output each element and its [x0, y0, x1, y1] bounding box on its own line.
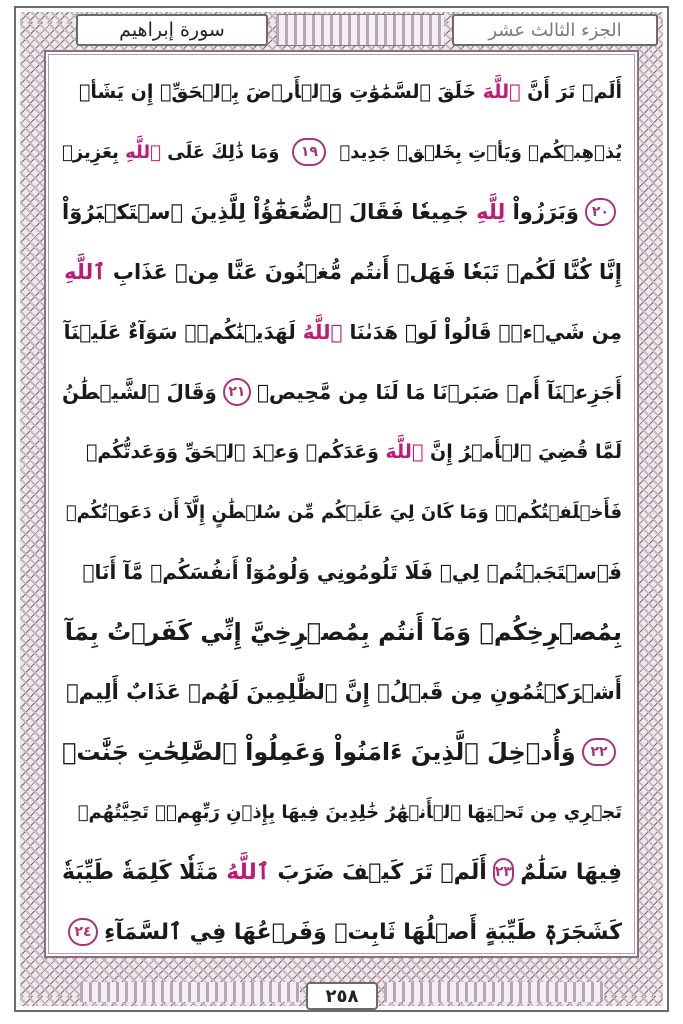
line-text: تَجۡرِي مِن تَحۡتِهَا ٱلۡأَنۡهَٰرُ خَٰلِدِينَ فِيهَا بِإِذۡنِ رَبِّهِمۡۖ تَحِيَّتُهُمۡ [77, 801, 622, 823]
ayah-number-marker: ٢٤ [68, 918, 98, 946]
footer-ornament-right [384, 982, 604, 1002]
line-text: أَشۡرَكۡتُمُونِ مِن قَبۡلُۗ إِنَّ ٱلظَّٰلِمِينَ لَهُمۡ عَذَابٌ أَلِيمٞ [66, 680, 622, 704]
surah-label-box [76, 14, 268, 46]
juz-label-box [452, 14, 658, 46]
ayah-number-marker: ٢٢ [582, 738, 616, 766]
line-text: بِمُصۡرِخِكُمۡ وَمَآ أَنتُم بِمُصۡرِخِيَّ إِنِّي كَفَرۡتُ بِمَآ [64, 618, 622, 646]
line-text: فَٱسۡتَجَبۡتُمۡ لِيۖ فَلَا تَلُومُونِي وَلُومُوٓاْ أَنفُسَكُمۖ مَّآ أَنَا۠ [82, 560, 622, 584]
verse-line-13 [62, 782, 622, 842]
ayah-number-marker: ٢٠ [585, 198, 616, 226]
page-number-box [306, 982, 378, 1010]
verse-line-11 [62, 662, 622, 722]
verse-line-7 [62, 422, 622, 482]
page-number: ٢٥٨ [325, 985, 359, 1007]
verse-line-9 [62, 542, 622, 602]
verse-line-2 [62, 122, 622, 182]
verse-line-14 [62, 842, 622, 902]
verse-line-15 [62, 902, 622, 962]
line-text: وَبَرَزُواْ لِلَّهِ جَمِيعٗا فَقَالَ ٱلضُّعَفَٰٓؤُاْ لِلَّذِينَ ٱسۡتَكۡبَرُوٓاْ [62, 200, 579, 224]
verse-line-12 [62, 722, 622, 782]
verse-line-3 [62, 182, 622, 242]
verse-line-5 [62, 302, 622, 362]
line-text: كَشَجَرَةٖ طَيِّبَةٍ أَصۡلُهَا ثَابِتٞ وَفَرۡعُهَا فِي ٱلسَّمَآءِ [104, 919, 622, 945]
footer-ornament-left [80, 982, 300, 1002]
verse-line-10 [62, 602, 622, 662]
line-text: أَلَمۡ تَرَ أَنَّ ٱللَّهَ خَلَقَ ٱلسَّمَٰوَٰتِ وَٱلۡأَرۡضَ بِٱلۡحَقِّۚ إِن يَشَأۡ [79, 81, 622, 103]
juz-label: الجزء الثالث عشر [488, 19, 622, 41]
surah-label: سورة إبراهيم [119, 19, 225, 41]
ayah-number-marker: ١٩ [292, 138, 326, 166]
line-text: مِن شَيۡءٖۚ قَالُواْ لَوۡ هَدَىٰنَا ٱللَّهُ لَهَدَيۡنَٰكُمۡۖ سَوَآءٌ عَلَيۡنَآ [63, 320, 622, 344]
line-text: إِنَّا كُنَّا لَكُمۡ تَبَعٗا فَهَلۡ أَنتُم مُّغۡنُونَ عَنَّا مِنۡ عَذَابِ ٱللَّهِ [64, 260, 622, 284]
line-text-tail: وَقَالَ ٱلشَّيۡطَٰنُ [62, 380, 217, 404]
line-text: فِيهَا سَلَٰمٌ [520, 859, 622, 885]
verse-line-8 [62, 482, 622, 542]
line-text-tail: أَلَمۡ تَرَ كَيۡفَ ضَرَبَ ٱللَّهُ مَثَلٗا كَلِمَةٗ طَيِّبَةٗ [62, 859, 487, 885]
line-text: أَجَزِعۡنَآ أَمۡ صَبَرۡنَا مَا لَنَا مِن مَّحِيصٖ [257, 380, 622, 404]
line-text: فَأَخۡلَفۡتُكُمۡۖ وَمَا كَانَ لِيَ عَلَيۡكُم مِّن سُلۡطَٰنٍ إِلَّآ أَن دَعَوۡتُكُمۡ [65, 501, 622, 523]
verse-line-6 [62, 362, 622, 422]
ayah-number-marker: ٢١ [223, 378, 251, 406]
line-text: يُذۡهِبۡكُمۡ وَيَأۡتِ بِخَلۡقٖ جَدِيدٖ [339, 141, 622, 163]
header-ornament [276, 14, 444, 46]
verse-lines [62, 62, 622, 962]
line-text-tail: وَمَا ذَٰلِكَ عَلَى ٱللَّهِ بِعَزِيزٖ [62, 141, 280, 163]
verse-line-1 [62, 62, 622, 122]
verse-line-4 [62, 242, 622, 302]
line-text: لَمَّا قُضِيَ ٱلۡأَمۡرُ إِنَّ ٱللَّهَ وَعَدَكُمۡ وَعۡدَ ٱلۡحَقِّ وَوَعَدتُّكُمۡ [85, 441, 622, 463]
ayah-number-marker: ٢٣ [493, 858, 515, 886]
line-text: وَأُدۡخِلَ ٱلَّذِينَ ءَامَنُواْ وَعَمِلُواْ ٱلصَّٰلِحَٰتِ جَنَّٰتٖ [62, 738, 576, 766]
